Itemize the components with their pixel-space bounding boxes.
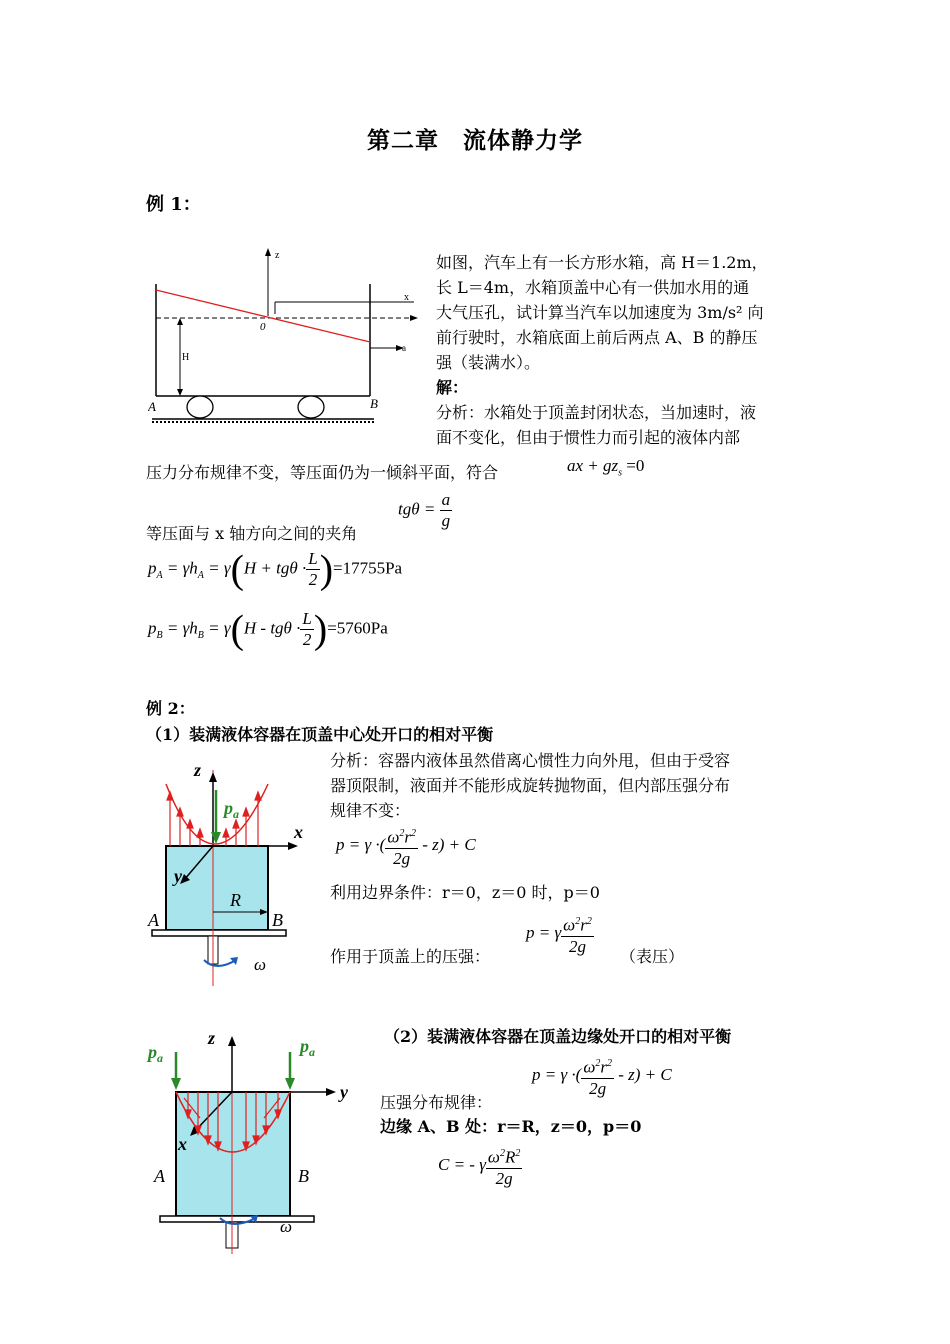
problem-line: 长 L＝4m，水箱顶盖中心有一供加水用的通 — [436, 278, 750, 297]
x-axis-label: x — [294, 822, 303, 842]
point-a-label: A — [148, 910, 159, 930]
point-b-label: B — [298, 1166, 309, 1186]
example-2-heading: 例 2： — [146, 699, 195, 718]
top-pressure-equation: p = γ $\frac{\omega^2r^2}{2g}$ — [526, 912, 594, 957]
point-a-label: A — [148, 399, 156, 414]
boundary-condition: 利用边界条件：r＝0，z＝0 时，p＝0 — [330, 883, 600, 902]
part-2-title: （2）装满液体容器在顶盖边缘处开口的相对平衡 — [384, 1027, 732, 1046]
edge-opening-figure — [144, 1022, 366, 1254]
atmospheric-pressure-label-right: $p_a$ — [300, 1036, 315, 1059]
pb-result: =5760Pa — [327, 618, 388, 638]
water-tank-figure — [148, 244, 420, 430]
pa-result: =17755Pa — [333, 558, 403, 578]
omega-label: ω — [254, 955, 267, 974]
point-b-label: B — [272, 910, 283, 930]
point-b-label: B — [370, 396, 378, 411]
problem-line: 如图，汽车上有一长方形水箱，高 H＝1.2m， — [436, 253, 768, 272]
height-label: H — [182, 352, 190, 363]
problem-line: 大气压孔，试计算当汽车以加速度为 3m/s² 向 — [436, 303, 764, 322]
origin-label: 0 — [260, 321, 266, 333]
equipressure-equation: ax + $gz_s =0$ — [567, 456, 645, 479]
acceleration-label: a — [402, 343, 406, 353]
radius-label: R — [230, 890, 241, 910]
center-opening-figure — [146, 754, 326, 986]
point-a-label: A — [154, 1166, 165, 1186]
z-axis-label: z — [194, 760, 202, 780]
pa-equation: $p_A = \gamma h_A = \gamma(H + tg\theta$ · $\frac{L}{2}$ )=17755Pa — [148, 546, 403, 592]
solution-label: 解： — [436, 378, 469, 397]
example-1-problem — [436, 250, 816, 450]
problem-line: 前行驶时，水箱底面上前后两点 A、B 的静压 — [436, 328, 758, 347]
z-axis-label: z — [208, 1028, 216, 1048]
problem-line: 强（装满水）。 — [436, 353, 541, 372]
part-1-analysis — [330, 748, 820, 823]
analysis-continuation: 压力分布规律不变，等压面仍为一倾斜平面，符合 — [146, 463, 499, 482]
x-axis-label: x — [178, 1134, 187, 1154]
analysis-line: 分析：容器内液体虽然借离心惯性力向外甩，但由于受容 — [330, 751, 731, 770]
edge-condition: 边缘 A、B 处：r＝R，z＝0，p＝0 — [380, 1117, 642, 1136]
pressure-distribution-equation-1: p = γ ·( $\frac{\omega^2r^2}{2g}$ - z) + C — [336, 824, 476, 869]
distribution-label: 压强分布规律： — [380, 1093, 493, 1112]
chapter-title: 第二章 流体静力学 — [367, 127, 583, 154]
analysis-line: 面不变化，但由于惯性力而引起的液体内部 — [436, 428, 741, 447]
atmospheric-pressure-label: $p_a$ — [224, 798, 239, 821]
y-axis-label: y — [340, 1082, 348, 1102]
x-axis-label: x — [404, 292, 409, 303]
atmospheric-pressure-label-left: $p_a$ — [148, 1042, 163, 1065]
constant-c-equation: C = - γ $\frac{\omega^2R^2}{2g}$ — [438, 1144, 522, 1189]
omega-label: ω — [280, 1217, 293, 1236]
y-axis-label: y — [174, 866, 182, 886]
angle-description: 等压面与 x 轴方向之间的夹角 — [146, 524, 358, 543]
example-1-heading: 例 1： — [146, 194, 201, 215]
z-axis-label: z — [275, 250, 280, 261]
pb-equation: $p_B = \gamma h_B = \gamma(H - tg\theta$ · $\frac{L}{2}$ )=5760Pa — [148, 606, 388, 652]
part-1-title: （1）装满液体容器在顶盖中心处开口的相对平衡 — [146, 725, 494, 744]
tan-theta-equation: tgθ = $\frac{a}{g}$ — [398, 490, 451, 530]
top-pressure-label: 作用于顶盖上的压强： — [330, 947, 491, 966]
analysis-line: 器顶限制，液面并不能形成旋转抛物面，但内部压强分布 — [330, 776, 731, 795]
analysis-line: 规律不变： — [330, 801, 411, 820]
pressure-distribution-equation-2: p = γ ·( $\frac{\omega^2r^2}{2g}$ - z) + C — [532, 1054, 672, 1099]
gauge-pressure-note: （表压） — [620, 947, 685, 966]
analysis-line: 分析：水箱处于顶盖封闭状态，当加速时，液 — [436, 403, 757, 422]
